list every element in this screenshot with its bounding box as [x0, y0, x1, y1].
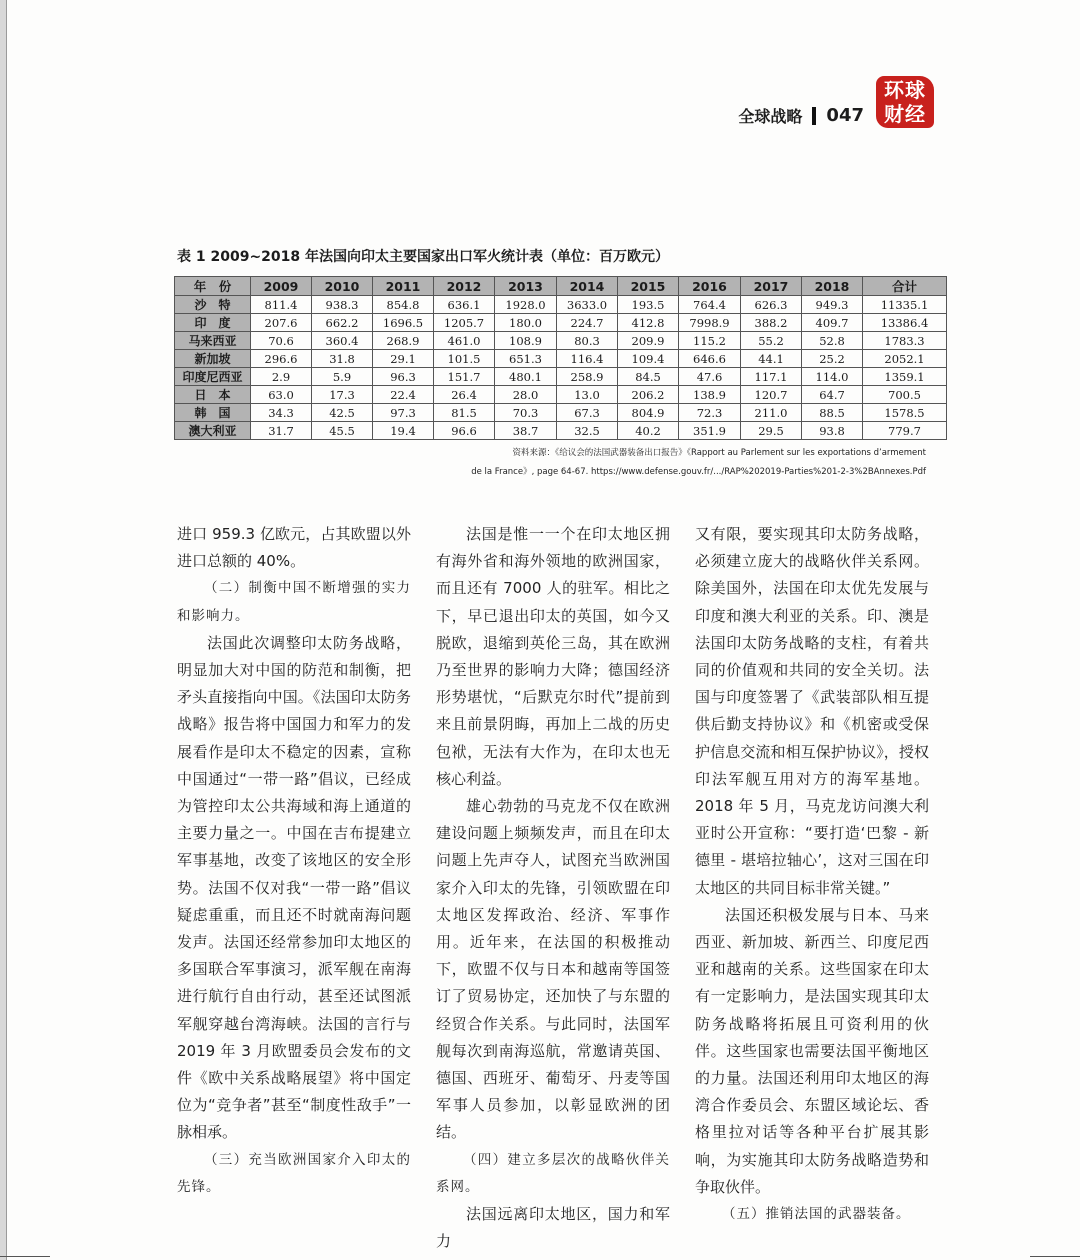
table-cell: 1578.5: [863, 404, 947, 422]
table-cell: 120.7: [741, 386, 802, 404]
crop-mark-right: [1030, 1256, 1080, 1257]
table-cell: 211.0: [741, 404, 802, 422]
table-cell: 13.0: [557, 386, 618, 404]
body-paragraph: 法国是惟一一个在印太地区拥有海外省和海外领地的欧洲国家，而且还有 7000 人的驻军。相比之下，早已退出印太的英国，如今又脱欧，退缩到英伦三岛，其在欧洲乃至世界的影响力大降；德国经济形势堪忧，“后默克尔时代”提前到来且前景阴晦，再加上二战的历史包袱，无法有大作为，在印太也无核心利益。: [436, 525, 670, 788]
table-cell: 388.2: [741, 314, 802, 332]
table-cell: 296.6: [251, 350, 312, 368]
section-subheading: （四）建立多层次的战略伙伴关系网。: [436, 1151, 670, 1195]
table-cell: 138.9: [679, 386, 741, 404]
table-header-cell: 2009: [251, 277, 312, 296]
section-subheading: （二）制衡中国不断增强的实力和影响力。: [177, 580, 411, 624]
table-cell: 116.4: [557, 350, 618, 368]
table-cell: 804.9: [618, 404, 679, 422]
table-cell: 5.9: [312, 368, 373, 386]
section-subheading: （三）充当欧洲国家介入印太的先锋。: [177, 1151, 411, 1195]
logo-line-2: 财经: [884, 102, 926, 126]
table-cell: 409.7: [802, 314, 863, 332]
table-header-cell: 2012: [434, 277, 495, 296]
text-column-2: [436, 521, 670, 1255]
table-header-cell: 2016: [679, 277, 741, 296]
table-cell: 108.9: [495, 332, 557, 350]
table-cell: 70.3: [495, 404, 557, 422]
table-cell: 764.4: [679, 296, 741, 314]
table-cell: 34.3: [251, 404, 312, 422]
table-row-label: 沙 特: [175, 296, 251, 314]
table-cell: 45.5: [312, 422, 373, 440]
table-row: [175, 368, 947, 386]
source-line-2: de la France》, page 64-67. https://www.defense.gouv.fr/.../RAP%202019-Parties%201-2-3%2BAnnexes.Pdf: [471, 467, 926, 477]
table-cell: 461.0: [434, 332, 495, 350]
table-cell: 779.7: [863, 422, 947, 440]
table-cell: 84.5: [618, 368, 679, 386]
table-cell: 412.8: [618, 314, 679, 332]
table-cell: 268.9: [373, 332, 434, 350]
table-cell: 811.4: [251, 296, 312, 314]
body-paragraph: 雄心勃勃的马克龙不仅在欧洲建设问题上频频发声，而且在印太问题上先声夺人，试图充当欧洲国家介入印太的先锋，引领欧盟在印太地区发挥政治、经济、军事作用。近年来，在法国的积极推动下，欧盟不仅与日本和越南等国签订了贸易协定，还加快了与东盟的经贸合作关系。与此同时，法国军舰每次到南海巡航，常邀请英国、德国、西班牙、葡萄牙、丹麦等国军事人员参加，以彰显欧洲的团结。: [436, 797, 670, 1142]
body-paragraph: 进口 959.3 亿欧元，占其欧盟以外进口总额的 40%。: [177, 525, 411, 571]
table-row-label: 印 度: [175, 314, 251, 332]
table-row: [175, 386, 947, 404]
table-cell: 115.2: [679, 332, 741, 350]
table-cell: 72.3: [679, 404, 741, 422]
table-cell: 351.9: [679, 422, 741, 440]
table-cell: 258.9: [557, 368, 618, 386]
table-cell: 19.4: [373, 422, 434, 440]
crop-mark-left: [0, 1256, 50, 1257]
table-cell: 80.3: [557, 332, 618, 350]
table-row-label: 马来西亚: [175, 332, 251, 350]
table-cell: 651.3: [495, 350, 557, 368]
table-header-cell: 2010: [312, 277, 373, 296]
table-cell: 193.5: [618, 296, 679, 314]
table-cell: 854.8: [373, 296, 434, 314]
table-cell: 151.7: [434, 368, 495, 386]
table-cell: 101.5: [434, 350, 495, 368]
page-edge-line: [6, 0, 7, 1260]
table-cell: 13386.4: [863, 314, 947, 332]
body-paragraph: 法国远离印太地区，国力和军力: [436, 1205, 670, 1251]
table-cell: 22.4: [373, 386, 434, 404]
table-header-cell: 2011: [373, 277, 434, 296]
table-row: [175, 404, 947, 422]
table-source-note: [436, 444, 926, 482]
table-cell: 1359.1: [863, 368, 947, 386]
table-cell: 207.6: [251, 314, 312, 332]
table-cell: 67.3: [557, 404, 618, 422]
table-cell: 480.1: [495, 368, 557, 386]
table-cell: 224.7: [557, 314, 618, 332]
table-cell: 81.5: [434, 404, 495, 422]
arms-export-table: [174, 276, 947, 440]
table-cell: 117.1: [741, 368, 802, 386]
table-cell: 646.6: [679, 350, 741, 368]
table-cell: 44.1: [741, 350, 802, 368]
table-cell: 11335.1: [863, 296, 947, 314]
source-line-1: 资料来源：《给议会的法国武器装备出口报告》《Rapport au Parlement sur les exportations d’armement: [512, 448, 926, 458]
table-cell: 29.1: [373, 350, 434, 368]
section-subheading: （五）推销法国的武器装备。: [722, 1206, 911, 1223]
table-cell: 42.5: [312, 404, 373, 422]
table-header-cell: 合计: [863, 277, 947, 296]
table-cell: 1928.0: [495, 296, 557, 314]
table-cell: 32.5: [557, 422, 618, 440]
table-cell: 97.3: [373, 404, 434, 422]
table-cell: 63.0: [251, 386, 312, 404]
table-cell: 38.7: [495, 422, 557, 440]
table-cell: 96.3: [373, 368, 434, 386]
table-cell: 47.6: [679, 368, 741, 386]
table-cell: 25.2: [802, 350, 863, 368]
table-body: [175, 296, 947, 440]
table-cell: 64.7: [802, 386, 863, 404]
text-column-3: [695, 521, 929, 1228]
body-paragraph: 法国此次调整印太防务战略，明显加大对中国的防范和制衡，把矛头直接指向中国。《法国印太防务战略》报告将中国国力和军力的发展看作是印太不稳定的因素，宣称中国通过“一带一路”倡议，已经成为管控印太公共海域和海上通道的主要力量之一。中国在吉布提建立军事基地，改变了该地区的安全形势。法国不仅对我“一带一路”倡议疑虑重重，而且还不时就南海问题发声。法国还经常参加印太地区的多国联合军事演习，派军舰在南海进行航行自由行动，甚至还试图派军舰穿越台湾海峡。法国的言行与 2019 年 3 月欧盟委员会发布的文件《欧中关系战略展望》将中国定位为“竞争者”甚至“制度性敌手”一脉相承。: [177, 633, 411, 1142]
table-header-cell: 年 份: [175, 277, 251, 296]
table-cell: 626.3: [741, 296, 802, 314]
table-cell: 55.2: [741, 332, 802, 350]
table-row-label: 澳大利亚: [175, 422, 251, 440]
table-row-label: 印度尼西亚: [175, 368, 251, 386]
table-header-cell: 2014: [557, 277, 618, 296]
body-paragraph: 又有限，要实现其印太防务战略，必须建立庞大的战略伙伴关系网。除美国外，法国在印太优先发展与印度和澳大利亚的关系。印、澳是法国印太防务战略的支柱，有着共同的价值观和共同的安全关切。法国与印度签署了《武装部队相互提供后勤支持协议》和《机密或受保护信息交流和相互保护协议》，授权印法军舰互用对方的海军基地。2018 年 5 月，马克龙访问澳大利亚时公开宣称：“要打造‘巴黎 - 新德里 - 堪培拉轴心’，这对三国在印太地区的共同目标非常关键。”: [695, 525, 929, 897]
table-cell: 31.7: [251, 422, 312, 440]
body-paragraph: 法国还积极发展与日本、马来西亚、新加坡、新西兰、印度尼西亚和越南的关系。这些国家在印太有一定影响力，是法国实现其印太防务战略将拓展且可资利用的伙伴。这些国家也需要法国平衡地区的力量。法国还利用印太地区的海湾合作委员会、东盟区域论坛、香格里拉对话等各种平台扩展其影响，为实施其印太防务战略造势和争取伙伴。: [695, 905, 929, 1196]
table-row: [175, 314, 947, 332]
table-cell: 88.5: [802, 404, 863, 422]
table-cell: 938.3: [312, 296, 373, 314]
table-cell: 52.8: [802, 332, 863, 350]
table-header-row: [175, 277, 947, 296]
section-title: 全球战略: [738, 107, 803, 126]
table-cell: 360.4: [312, 332, 373, 350]
table-row-label: 韩 国: [175, 404, 251, 422]
page-number: 047: [826, 105, 864, 126]
table-cell: 2052.1: [863, 350, 947, 368]
table-cell: 40.2: [618, 422, 679, 440]
table-cell: 7998.9: [679, 314, 741, 332]
table-header-cell: 2015: [618, 277, 679, 296]
running-header: [738, 104, 864, 127]
table-row: [175, 350, 947, 368]
table-cell: 70.6: [251, 332, 312, 350]
table-row: [175, 422, 947, 440]
table-cell: 26.4: [434, 386, 495, 404]
table-cell: 636.1: [434, 296, 495, 314]
table-cell: 93.8: [802, 422, 863, 440]
table-title: 表 1 2009~2018 年法国向印太主要国家出口军火统计表（单位：百万欧元）: [177, 249, 670, 265]
magazine-logo-seal: [876, 76, 934, 128]
table-cell: 114.0: [802, 368, 863, 386]
text-column-1: [177, 521, 411, 1201]
table-cell: 1205.7: [434, 314, 495, 332]
table-cell: 1783.3: [863, 332, 947, 350]
table-cell: 29.5: [741, 422, 802, 440]
table-cell: 28.0: [495, 386, 557, 404]
table-header-cell: 2018: [802, 277, 863, 296]
table-row: [175, 296, 947, 314]
table-cell: 209.9: [618, 332, 679, 350]
table-row-label: 日 本: [175, 386, 251, 404]
table-header-cell: 2013: [495, 277, 557, 296]
table-cell: 180.0: [495, 314, 557, 332]
table-cell: 96.6: [434, 422, 495, 440]
table-cell: 109.4: [618, 350, 679, 368]
table-row: [175, 332, 947, 350]
table-cell: 949.3: [802, 296, 863, 314]
table-header-cell: 2017: [741, 277, 802, 296]
logo-line-1: 环球: [884, 78, 926, 102]
table-cell: 206.2: [618, 386, 679, 404]
table-cell: 17.3: [312, 386, 373, 404]
table-row-label: 新加坡: [175, 350, 251, 368]
table-cell: 31.8: [312, 350, 373, 368]
table-cell: 662.2: [312, 314, 373, 332]
table-cell: 3633.0: [557, 296, 618, 314]
table-cell: 700.5: [863, 386, 947, 404]
header-divider: [812, 107, 816, 125]
table-cell: 1696.5: [373, 314, 434, 332]
table-cell: 2.9: [251, 368, 312, 386]
